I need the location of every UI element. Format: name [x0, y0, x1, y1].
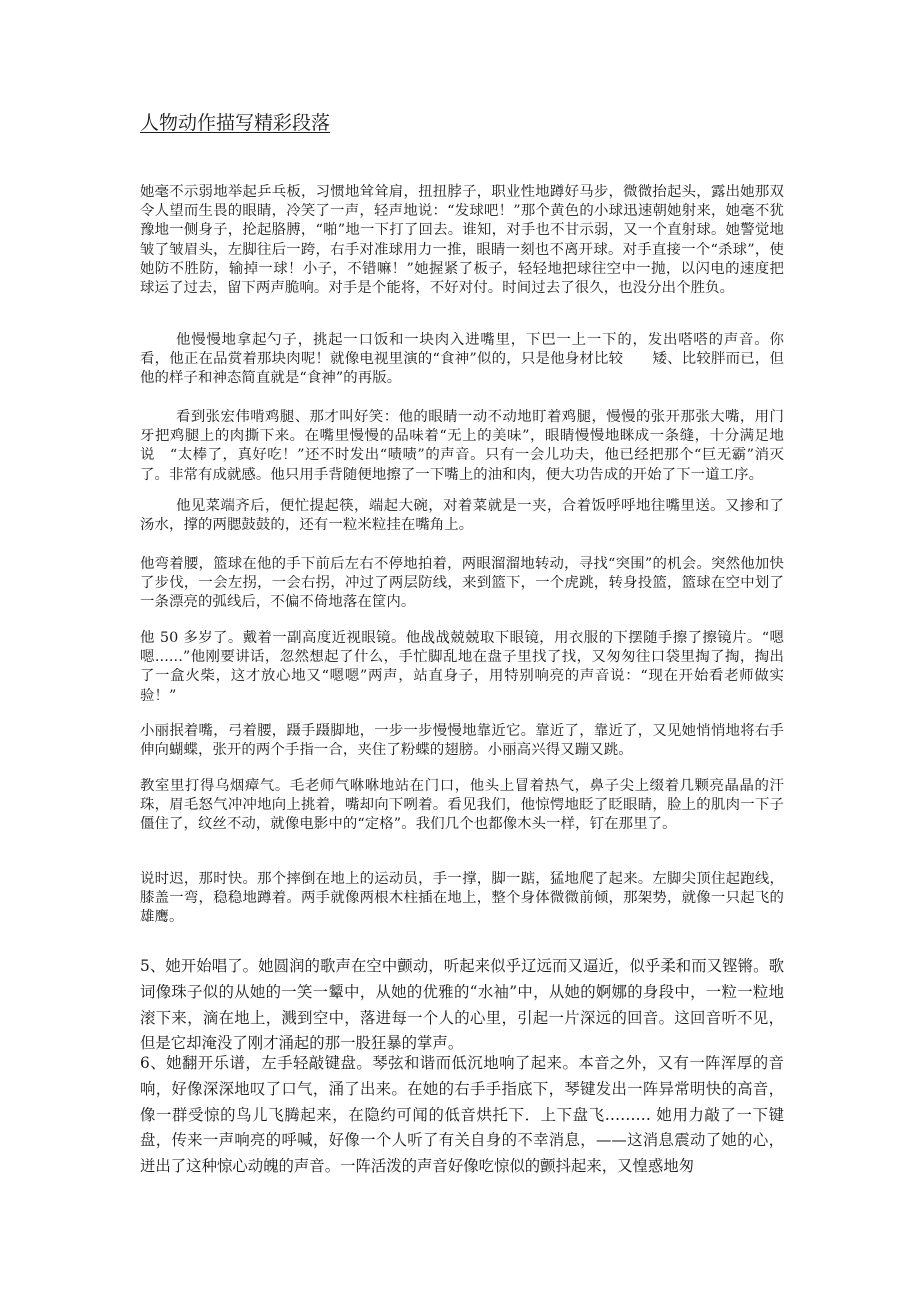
paragraph-eating-rice: 他慢慢地拿起勺子，挑起一口饭和一块肉入进嘴里，下巴一上一下的，发出嗒嗒的声音。你看，他正在品赏着那块肉呢！就像电视里演的“食神”似的，只是他身材比较 矮、比较胖而已，但他的样子和神态简直就是“食神”的再版。: [140, 332, 784, 387]
paragraph-butterfly: 小丽抿着嘴，弓着腰，蹑手蹑脚地，一步一步慢慢地靠近它。靠近了，靠近了，又见她悄悄地将右手伸向蝴蝶，张开的两个手指一合，夹住了粉蝶的翅膀。小丽高兴得又蹦又跳。: [140, 723, 784, 759]
paragraph-chicken-leg: 看到张宏伟啃鸡腿、那才叫好笑：他的眼睛一动不动地盯着鸡腿，慢慢的张开那张大嘴，用门牙把鸡腿上的肉撕下来。在嘴里慢慢的品味着“无上的美味”，眼睛慢慢地眯成一条缝，十分满足地说 “太棒了，真好吃！”还不时发出“啧啧”的声音。只有一会儿功夫，他已经把那个“巨无霸”消灭了。非常有成就感。他只用手背随便地擦了一下嘴上的油和肉，便大功告成的开始了下一道工序。: [140, 409, 784, 483]
paragraph-meal: 他见菜端齐后，便忙提起筷，端起大碗，对着菜就是一夹，合着饭呼呼地往嘴里送。又掺和了汤水，撑的两腮鼓鼓的，还有一粒米粒挂在嘴角上。: [140, 498, 784, 534]
document-title: 人物动作描写精彩段落: [140, 112, 331, 134]
paragraph-classroom: 教室里打得乌烟瘴气。毛老师气咻咻地站在门口，他头上冒着热气，鼻子尖上缀着几颗亮晶晶的汗珠，眉毛怒气冲冲地向上挑着，嘴却向下咧着。看见我们，他惊愕地眨了眨眼睛，脸上的肌肉一下子僵住了，纹丝不动，就像电影中的“定格”。我们几个也都像木头一样，钉在那里了。: [140, 778, 784, 833]
paragraph-piano: 6、她翻开乐谱，左手轻敲键盘。琴弦和谐而低沉地响了起来。本音之外，又有一阵浑厚的音响，好像深深地叹了口气，涌了出来。在她的右手手指底下，琴键发出一阵异常明快的高音，像一群受惊的鸟儿飞腾起来，在隐约可闻的低音烘托下．上下盘飞……… 她用力敲了一下键盘，传来一声响亮的呼喊，好像一个人听了有关自身的不幸消息，——这消息震动了她的心，迸出了这种惊心动魄的声音。一阵活泼的声音好像吃惊似的颤抖起来，又惶惑地匆: [140, 1054, 784, 1176]
paragraph-basketball: 他弯着腰，篮球在他的手下前后左右不停地拍着，两眼溜溜地转动，寻找“突围”的机会。突然他加快了步伐，一会左拐，一会右拐，冲过了两层防线，来到篮下，一个虎跳，转身投篮，篮球在空中划了一条漂亮的弧线后，不偏不倚地落在筐内。: [140, 556, 784, 611]
paragraph-ping-pong: 她毫不示弱地举起乒乓板，习惯地耸耸肩，扭扭脖子，职业性地蹲好马步，微微抬起头，露出她那双令人望而生畏的眼睛，冷笑了一声，轻声地说：“发球吧！”那个黄色的小球迅速朝她射来，她毫不犹豫地一侧身子，抡起胳膊，“啪”地一下打了回去。谁知，对手也不甘示弱，又一个直射球。她警觉地皱了皱眉头，左脚往后一跨，右手对准球用力一推，眼睛一刻也不离开球。对手直接一个“杀球”，使她防不胜防，输掉一球！小子，不错嘛！”她握紧了板子，轻轻地把球往空中一抛，以闪电的速度把球运了过去，留下两声脆响。对手是个能将，不好对付。时间过去了很久，也没分出个胜负。: [140, 184, 784, 297]
paragraph-teacher-experiment: 他 50 多岁了。戴着一副高度近视眼镜。他战战兢兢取下眼镜，用衣服的下摆随手擦了擦镜片。“嗯嗯......”他刚要讲话，忽然想起了什么，手忙脚乱地在盘子里找了找，又匆匆往口袋里掏了掏，掏出了一盒火柴，这才放心地又“嗯嗯”两声，站直身子，用特别响亮的声音说：“现在开始看老师做实验！”: [140, 630, 784, 704]
paragraph-singing: 5、她开始唱了。她圆润的歌声在空中颤动，听起来似乎辽远而又逼近，似乎柔和而又铿锵。歌词像珠子似的从她的一笑一颦中，从她的优雅的“水袖”中，从她的婀娜的身段中，一粒一粒地滚下来，滴在地上，溅到空中，落进每一个人的心里，引起一片深远的回音。这回音听不见，但是它却淹没了刚才涌起的那一股狂暴的掌声。: [140, 957, 784, 1053]
paragraph-athlete: 说时迟，那时快。那个摔倒在地上的运动员，手一撑，脚一踮，猛地爬了起来。左脚尖顶住起跑线，膝盖一弯，稳稳地蹲着。两手就像两根木柱插在地上，整个身体微微前倾，那架势，就像一只起飞的雄鹰。: [140, 871, 784, 926]
